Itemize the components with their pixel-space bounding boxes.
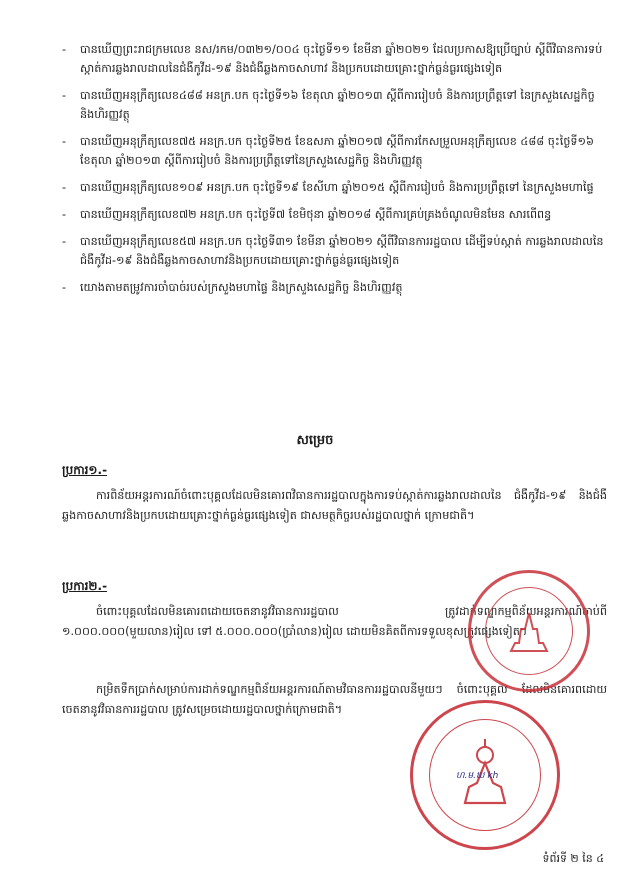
legal-basis-text: បានឃើញអនុក្រឹត្យលេខ៧៥ អនក្រ.បក ចុះថ្ងៃទី២៥ ខែឧសភា ឆ្នាំ២០១៧ ស្ដីពីការកែសម្រួលអនុក្រឹត្យលេខ ៤៨៨ ចុះថ្ងៃទី១៦ ខែតុលា ឆ្នាំ២០១៣ ស្ដីពីការរៀបចំ និងការប្រព្រឹត្តទៅនៃក្រសួងសេដ្ឋកិច្ច និងហិរញ្ញវត្ថុ	[80, 135, 594, 167]
bullet-dash: -	[62, 208, 67, 221]
article-1-title: ប្រការ១.-	[62, 463, 108, 477]
legal-basis-list	[62, 40, 607, 305]
legal-basis-item	[62, 278, 607, 297]
temple-emblem-icon	[471, 573, 587, 689]
legal-basis-item	[62, 86, 607, 124]
legal-basis-item	[62, 40, 607, 78]
signature: ហ.ម.ឃ kh	[456, 771, 499, 781]
legal-basis-item	[62, 178, 607, 197]
bullet-dash: -	[62, 235, 67, 248]
bullet-dash: -	[62, 181, 67, 194]
bullet-dash: -	[62, 89, 67, 102]
legal-basis-item	[62, 205, 607, 224]
page-number: ទំព័រទី ២ នៃ ៤	[542, 852, 604, 865]
legal-basis-text: បានឃើញអនុក្រឹត្យលេខ៧២ អនក្រ.បក ចុះថ្ងៃទី៧ ខែមិថុនា ឆ្នាំ២០១៨ ស្ដីពីការគ្រប់គ្រងចំណូលមិនមែន សារពើពន្ធ	[80, 208, 552, 221]
legal-basis-text: បានឃើញអនុក្រឹត្យលេខ៥៧ អនក្រ.បក ចុះថ្ងៃទី៣១ ខែមីនា ឆ្នាំ២០២១ ស្ដីពីវិធានការរដ្ឋបាល ដើម្បីទប់ស្កាត់ ការឆ្លងរាលដាលនៃជំងឺកូវីដ-១៩ និងជំងឺឆ្លងកាចសាហាវនិងប្រកបដោយគ្រោះថ្នាក់ធ្ងន់ធ្ងរផ្សេងទៀត	[80, 235, 604, 267]
decision-heading: សម្រេច	[296, 433, 334, 448]
article-1-paragraph: ការពិន័យអន្តរការណ៍ចំពោះបុគ្គលដែលមិនគោរពវិធានការរដ្ឋបាលក្នុងការទប់ស្កាត់ការឆ្លងរាលដាលនៃ ជំងឺកូវីដ-១៩ និងជំងឺឆ្លងកាចសាហាវនិងប្រកបដោយគ្រោះថ្នាក់ធ្ងន់ធ្ងរផ្សេងទៀត ជាសមត្ថកិច្ចរបស់រដ្ឋបាលថ្នាក់ ក្រោមជាតិ។	[62, 489, 607, 522]
bullet-dash: -	[62, 135, 67, 148]
legal-basis-text: យោងតាមតម្រូវការចាំបាច់របស់ក្រសួងមហាផ្ទៃ និងក្រសួងសេដ្ឋកិច្ច និងហិរញ្ញវត្ថុ	[80, 281, 403, 294]
article-2-paragraph-2: កម្រិតទឹកប្រាក់សម្រាប់ការដាក់ទណ្ឌកម្មពិន័យអន្តរការណ៍តាមវិធានការរដ្ឋបាលនីមួយៗ ចំពោះបុគ្គល ដែលមិនគោរពដោយចេតនានូវវិធានការរដ្ឋបាល ត្រូវសម្រេចដោយរដ្ឋបាលថ្នាក់ក្រោមជាតិ។	[62, 683, 607, 716]
legal-basis-text: បានឃើញអនុក្រឹត្យលេខ១០៩ អនក្រ.បក ចុះថ្ងៃទី១៩ ខែសីហា ឆ្នាំ២០១៥ ស្ដីពីការរៀបចំ និងការប្រព្រឹត្តទៅ នៃក្រសួងមហាផ្ទៃ	[80, 181, 594, 194]
legal-basis-text: បានឃើញអនុក្រឹត្យលេខ៤៨៨ អនក្រ.បក ចុះថ្ងៃទី១៦ ខែតុលា ឆ្នាំ២០១៣ ស្ដីពីការរៀបចំ និងការប្រព្រឹត្តទៅ នៃក្រសួងសេដ្ឋកិច្ច និងហិរញ្ញវត្ថុ	[80, 89, 595, 121]
bullet-dash: -	[62, 281, 67, 294]
article-2-title: ប្រការ២.-	[62, 579, 108, 593]
legal-basis-item	[62, 232, 607, 270]
official-seal-upper	[468, 570, 590, 692]
bullet-dash: -	[62, 43, 67, 56]
article-2-paragraph-1: ចំពោះបុគ្គលដែលមិនគោរពដោយចេតនានូវវិធានការរដ្ឋបាល ត្រូវដាក់ទណ្ឌកម្មពិន័យអន្តរការណ៍ចាប់ពី ១.០០០.០០០(មួយលាន)រៀល ទៅ ៥.០០០.០០០(ប្រាំលាន)រៀល ដោយមិនគិតពីការទទួលខុសត្រូវផ្សេងទៀត។	[62, 605, 607, 638]
legal-basis-text: បានឃើញព្រះរាជក្រមលេខ នស/រកម/០៣២១/០០៤ ចុះថ្ងៃទី១១ ខែមីនា ឆ្នាំ២០២១ ដែលប្រកាសឱ្យប្រើច្បាប់ ស្ដីពីវិធានការទប់ស្កាត់ការឆ្លងរាលដាលនៃជំងឺកូវីដ-១៩ និងជំងឺឆ្លងកាចសាហាវ និងប្រកបដោយគ្រោះថ្នាក់ធ្ងន់ធ្ងរផ្សេងទៀត	[80, 43, 603, 75]
legal-basis-item	[62, 132, 607, 170]
